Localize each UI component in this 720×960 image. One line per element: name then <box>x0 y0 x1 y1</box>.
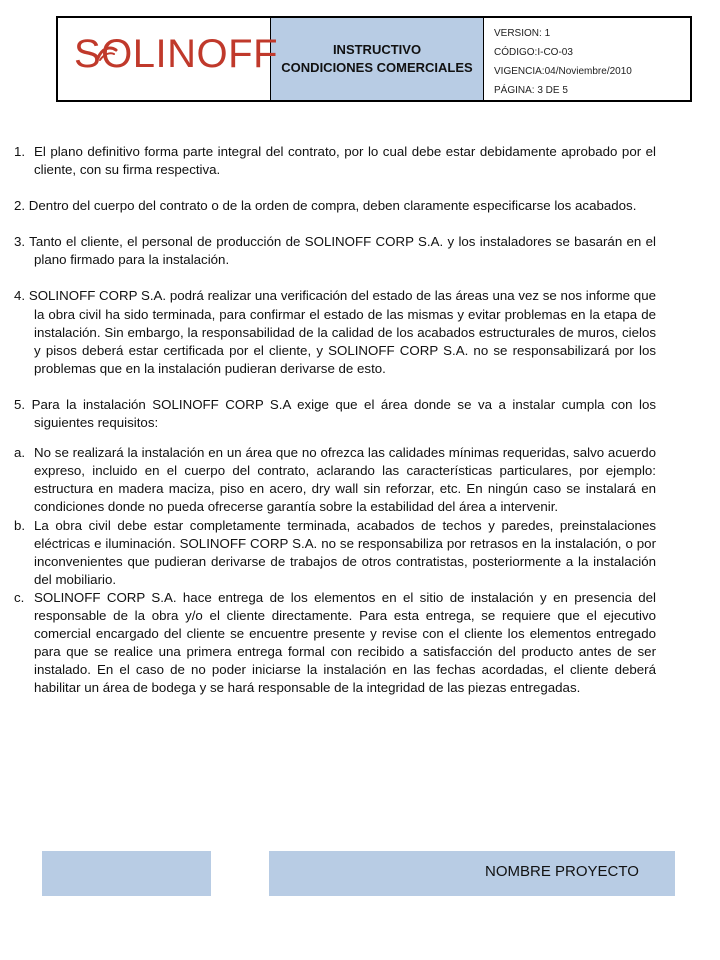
sub-item-text: La obra civil debe estar completamente terminada, acabados de techos y paredes, preinstalaciones eléctricas e iluminación. SOLINOFF CORP S.A. no se responsabiliza por retrasos en la instalación, o por inconvenientes que pudieran derivarse de trabajos de otros contratistas, posteriormente a la instalación del mobiliario. <box>34 517 656 587</box>
sub-item-letter: a. <box>14 445 26 461</box>
item-text: El plano definitivo forma parte integral del contrato, por lo cual debe estar debidamente aprobado por el cliente, con su firma respectiva. <box>34 144 656 178</box>
list-item <box>14 287 656 377</box>
logo-swoosh-icon <box>96 44 118 62</box>
document-title <box>271 18 484 100</box>
item-number: 3. <box>14 234 30 250</box>
sub-item-text: SOLINOFF CORP S.A. hace entrega de los elementos en el sitio de instalación y en presencia del responsable de la obra y/o el cliente directamente. Para esta entrega, se requiere que el ejecutivo comercial encargado del cliente se encuentre presente y revise con el cliente los elementos entregado para que se realice una primera entrega formal con recibido a satisfacción del producto antes de ser instalado. En el caso de no poder iniciarse la instalación en las fechas acordadas, el cliente deberá habilitar un área de bodega y se hará responsable de la integridad de las piezas entregadas. <box>34 589 656 696</box>
sub-list-item <box>14 444 656 516</box>
list-item <box>14 233 656 269</box>
logo-text: SOLINOFF <box>74 32 279 76</box>
list-item <box>14 143 656 179</box>
solinoff-logo <box>74 34 278 74</box>
item-text: Tanto el cliente, el personal de producción de SOLINOFF CORP S.A. y los instaladores se basarán en el plano firmado para la instalación. <box>29 234 656 268</box>
pagina-label: PÁGINA: 3 DE 5 <box>494 85 568 96</box>
item-number: 4. <box>14 288 29 304</box>
sub-list-item <box>14 517 656 589</box>
sub-item-letter: b. <box>14 517 26 533</box>
version-label: VERSION: 1 <box>494 28 551 39</box>
item-text: Dentro del cuerpo del contrato o de la orden de compra, deben claramente especificarse los acabados. <box>28 198 637 214</box>
project-name-label: NOMBRE PROYECTO <box>485 863 639 880</box>
codigo-label: CÓDIGO:I-CO-03 <box>494 47 573 58</box>
list-item <box>14 396 656 432</box>
sub-item-text: No se realizará la instalación en un área que no ofrezca las calidades mínimas requeridas, salvo acuerdo expreso, incluido en el cuerpo del contrato, aclarando las características particulares, por ejemplo: estructura en madera maciza, piso en acero, dry wall sin reforzar, etc. En ningún caso se instalará en condiciones donde no pueda ofrecerse garantía sobre la estabilidad del área a intervenir. <box>34 445 656 515</box>
sub-item-letter: c. <box>14 589 25 605</box>
footer-left-box <box>42 851 211 896</box>
item-number: 5. <box>14 396 32 412</box>
title-line-2: CONDICIONES COMERCIALES <box>281 60 473 75</box>
project-name-box <box>269 851 675 896</box>
list-item <box>14 197 656 215</box>
document-body <box>14 143 656 697</box>
item-number: 2. <box>14 198 29 214</box>
item-text: SOLINOFF CORP S.A. podrá realizar una verificación del estado de las áreas una vez se nos informe que la obra civil ha sido terminada, para confirmar el estado de las mismas y evitar problemas en la etapa de instalación. Sin embargo, la responsabilidad de la calidad de los acabados estructurales de muros, cielos y pisos deberá estar certificada por el cliente, y SOLINOFF CORP S.A. no se responsabilizará por los problemas que en la instalación pudieran derivarse de esto. <box>28 288 656 376</box>
requirements-list <box>14 444 656 697</box>
title-line-1: INSTRUCTIVO <box>332 42 422 57</box>
document-header <box>56 16 692 102</box>
sub-list-item <box>14 589 656 698</box>
vigencia-label: VIGENCIA:04/Noviembre/2010 <box>494 66 632 77</box>
document-metadata <box>484 18 690 100</box>
item-number: 1. <box>14 144 26 159</box>
logo-cell <box>58 18 279 100</box>
item-text: Para la instalación SOLINOFF CORP S.A exige que el área donde se va a instalar cumpla con los siguientes requisitos: <box>31 396 656 431</box>
